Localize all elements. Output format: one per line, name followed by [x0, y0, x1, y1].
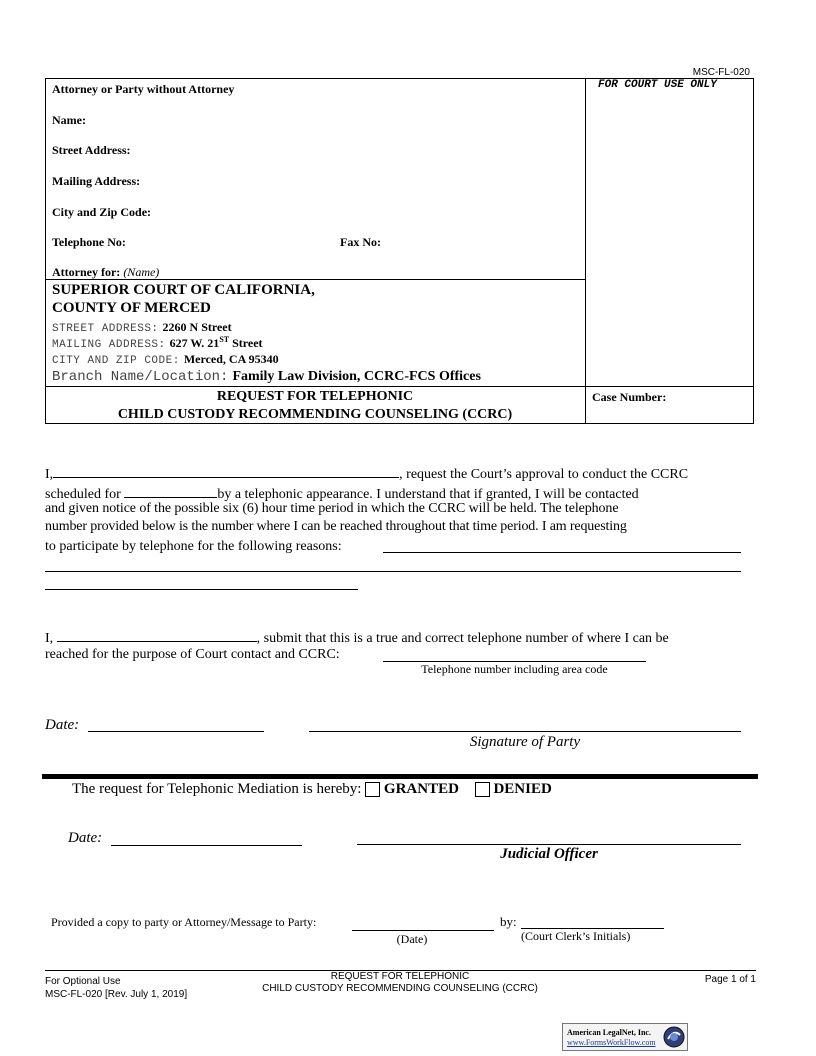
case-number-label: Case Number:	[592, 390, 667, 404]
footer-page: Page 1 of 1	[704, 974, 756, 985]
copy-date-field[interactable]	[352, 930, 494, 931]
section-divider	[42, 774, 758, 779]
signature-label: Signature of Party	[469, 734, 581, 750]
form-title-line2: CHILD CUSTODY RECOMMENDING COUNSELING (CCRC)	[117, 407, 513, 422]
court-city-label: CITY AND ZIP CODE:	[52, 355, 180, 367]
party-date-field[interactable]	[88, 731, 264, 732]
logo-company: American LegalNet, Inc.	[567, 1028, 651, 1037]
city-zip-label: City and Zip Code:	[52, 205, 152, 219]
form-title	[45, 388, 585, 424]
denied-label: DENIED	[493, 781, 552, 797]
party-signature-field[interactable]	[309, 731, 741, 732]
court-mailing-label: MAILING ADDRESS:	[52, 339, 166, 351]
globe-icon	[663, 1026, 685, 1048]
judicial-signature-field[interactable]	[357, 844, 741, 845]
request-i: I,	[45, 467, 54, 482]
court-use-label: FOR COURT USE ONLY	[598, 79, 717, 91]
form-title-line1: REQUEST FOR TELEPHONIC	[216, 389, 414, 404]
granted-checkbox[interactable]	[365, 782, 380, 797]
telephone-caption: Telephone number including area code	[421, 662, 608, 676]
court-city-value: Merced, CA 95340	[183, 352, 279, 366]
attorney-for-row	[52, 265, 159, 280]
court-branch-label: Branch Name/Location:	[52, 369, 229, 385]
request-text-4: number provided below is the number where I can be reached throughout that time period. I am requesting	[45, 519, 627, 534]
court-mailing-value-end: Street	[229, 336, 263, 350]
request-text-1: , request the Court’s approval to conduct the CCRC	[399, 467, 689, 482]
reasons-field-1[interactable]	[383, 552, 741, 553]
header-vertical-divider	[585, 78, 586, 424]
submit-line-1	[45, 627, 741, 648]
request-scheduled-label: scheduled for	[45, 487, 121, 502]
street-address-label: Street Address:	[52, 143, 131, 157]
court-mailing-value: 627 W. 21	[169, 336, 220, 350]
footer-center	[250, 971, 550, 995]
attorney-header: Attorney or Party without Attorney	[52, 82, 235, 96]
footer-title-1: REQUEST FOR TELEPHONIC	[330, 971, 470, 982]
american-legalnet-logo[interactable]	[562, 1023, 688, 1051]
name-label: Name:	[52, 113, 86, 127]
attorney-for-label: Attorney for:	[52, 265, 121, 279]
court-city-row	[52, 350, 279, 368]
request-text-5: to participate by telephone for the following reasons:	[45, 539, 342, 554]
judicial-date-label: Date:	[68, 830, 103, 846]
reasons-field-3[interactable]	[45, 589, 358, 590]
court-street-label: STREET ADDRESS:	[52, 323, 159, 335]
footer-form-rev: MSC-FL-020 [Rev. July 1, 2019]	[45, 989, 188, 1000]
submitter-name-field[interactable]	[57, 627, 257, 642]
ruling-text: The request for Telephonic Mediation is hereby:	[72, 781, 362, 797]
court-branch-row	[52, 367, 481, 385]
request-text-3: and given notice of the possible six (6) hour time period in which the CCRC will be held. The telephone	[45, 501, 619, 516]
court-name: SUPERIOR COURT OF CALIFORNIA,	[52, 282, 315, 298]
footer-optional-use: For Optional Use	[45, 976, 121, 987]
title-divider	[45, 386, 754, 387]
ruling-row	[72, 781, 552, 798]
footer-title-2: CHILD CUSTODY RECOMMENDING COUNSELING (CCRC)	[262, 983, 538, 994]
clerk-initials-caption: (Court Clerk’s Initials)	[521, 929, 631, 943]
court-mailing-sup: ST	[219, 335, 230, 344]
logo-url: www.FormsWorkFlow.com	[567, 1038, 656, 1047]
mailing-address-label: Mailing Address:	[52, 174, 141, 188]
court-county: COUNTY OF MERCED	[52, 300, 211, 316]
reasons-field-2[interactable]	[45, 571, 741, 572]
granted-label: GRANTED	[383, 781, 459, 797]
scheduled-date-field[interactable]	[124, 483, 217, 498]
requester-name-field[interactable]	[53, 463, 399, 478]
copy-date-caption: (Date)	[396, 932, 428, 946]
request-line-1	[45, 463, 741, 484]
judicial-officer-label: Judicial Officer	[500, 846, 598, 862]
submit-text-2: reached for the purpose of Court contact and CCRC:	[45, 647, 340, 662]
request-text-2: by a telephonic appearance. I understand that if granted, I will be contacted	[217, 487, 639, 502]
court-street-value: 2260 N Street	[162, 320, 232, 334]
party-date-label: Date:	[45, 717, 80, 733]
submit-i: I,	[45, 631, 54, 646]
telephone-label: Telephone No:	[52, 235, 126, 249]
form-id: MSC-FL-020	[692, 67, 750, 78]
copy-by-label: by:	[500, 914, 517, 929]
submit-text-1: , submit that this is a true and correct telephone number of where I can be	[256, 631, 669, 646]
footer-left	[45, 975, 187, 1001]
copy-provided-text: Provided a copy to party or Attorney/Message to Party:	[51, 915, 317, 929]
judicial-date-field[interactable]	[111, 845, 302, 846]
attorney-for-hint: (Name)	[123, 265, 160, 279]
court-branch-value: Family Law Division, CCRC-FCS Offices	[232, 369, 481, 384]
denied-checkbox[interactable]	[475, 782, 490, 797]
fax-label: Fax No:	[340, 235, 381, 249]
